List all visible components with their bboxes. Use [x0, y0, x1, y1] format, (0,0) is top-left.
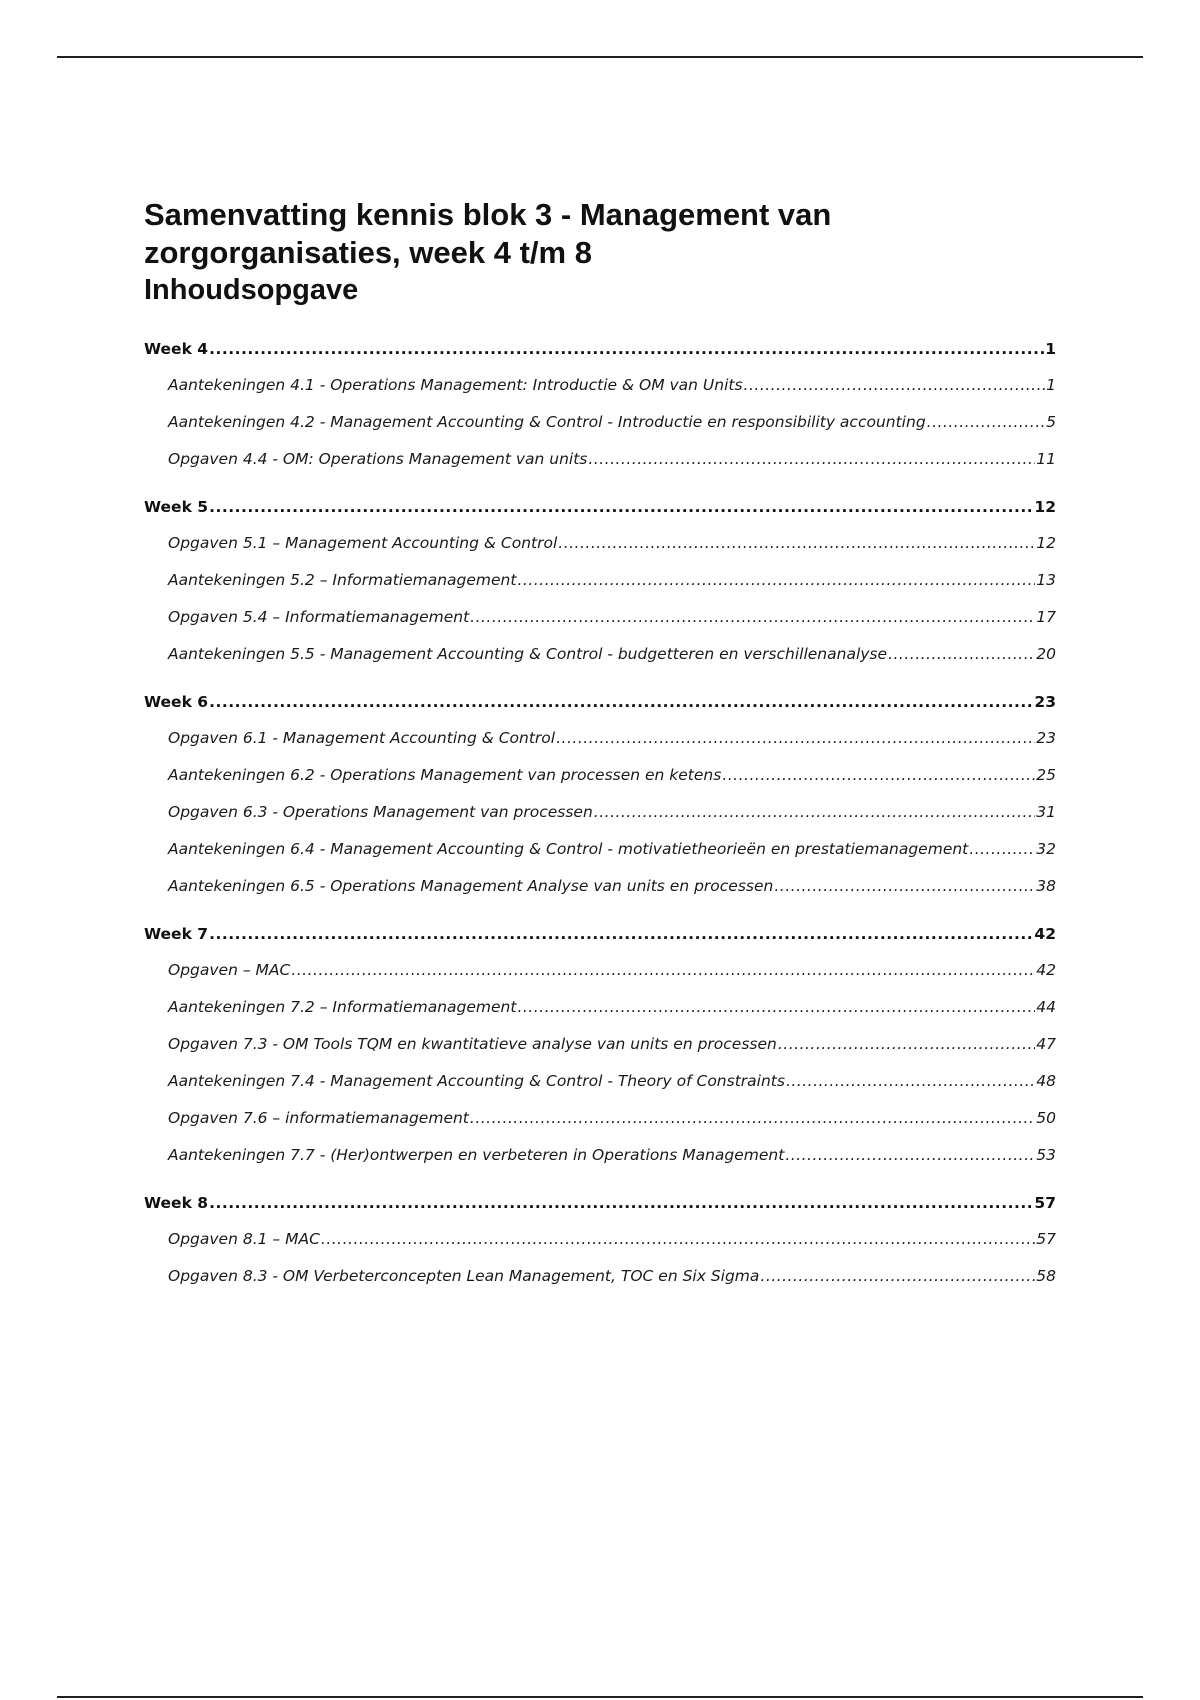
toc-week-group	[144, 917, 1056, 1174]
toc-page-number: 11	[1036, 450, 1056, 468]
toc-subentry[interactable]	[144, 599, 1056, 636]
toc-subentry[interactable]	[144, 636, 1056, 673]
toc-entry-label: Aantekeningen 7.7 - (Her)ontwerpen en verbeteren in Operations Management	[168, 1146, 785, 1164]
toc-subentry[interactable]	[144, 868, 1056, 905]
toc-subentry[interactable]	[144, 757, 1056, 794]
toc-subentry[interactable]	[144, 525, 1056, 562]
toc-page-number: 25	[1036, 766, 1056, 784]
toc-page-number: 1	[1046, 376, 1056, 394]
toc-week-entry[interactable]	[144, 1186, 1056, 1221]
toc-entry-label: Opgaven 6.3 - Operations Management van processen	[168, 803, 593, 821]
toc-subentry[interactable]	[144, 1221, 1056, 1258]
toc-entry-label: Aantekeningen 7.4 - Management Accounting & Control - Theory of Constraints	[168, 1072, 785, 1090]
toc-dot-leader	[321, 1221, 1035, 1258]
toc-dot-leader	[209, 490, 1033, 525]
toc-dot-leader	[786, 1063, 1035, 1100]
toc-page-number: 42	[1036, 961, 1056, 979]
toc-entry-label: Aantekeningen 7.2 – Informatiemanagement	[168, 998, 517, 1016]
toc-entry-label: Aantekeningen 4.1 - Operations Management: Introductie & OM van Units	[168, 376, 743, 394]
toc-page-number: 53	[1036, 1146, 1056, 1164]
toc-subentry[interactable]	[144, 1137, 1056, 1174]
toc-week-entry[interactable]	[144, 332, 1056, 367]
toc-page-number: 48	[1036, 1072, 1056, 1090]
toc-subentry[interactable]	[144, 831, 1056, 868]
toc-heading: Inhoudsopgave	[144, 274, 359, 306]
toc-entry-label: Opgaven 8.1 – MAC	[168, 1230, 320, 1248]
toc-dot-leader	[722, 757, 1035, 794]
toc-subentry[interactable]	[144, 1026, 1056, 1063]
toc-subentry[interactable]	[144, 1100, 1056, 1137]
toc-dot-leader	[558, 525, 1035, 562]
toc-page-number: 23	[1036, 729, 1056, 747]
toc-dot-leader	[517, 989, 1035, 1026]
toc-dot-leader	[594, 794, 1035, 831]
toc-page-number: 58	[1036, 1267, 1056, 1285]
toc-entry-label: Opgaven 6.1 - Management Accounting & Control	[168, 729, 556, 747]
toc-entry-label: Opgaven 4.4 - OM: Operations Management van units	[168, 450, 588, 468]
toc-week-entry[interactable]	[144, 490, 1056, 525]
toc-week-entry[interactable]	[144, 685, 1056, 720]
toc-week-group	[144, 1186, 1056, 1295]
toc-dot-leader	[744, 367, 1046, 404]
footer-rule	[57, 1696, 1143, 1698]
toc-dot-leader	[470, 1100, 1035, 1137]
document-title: Samenvatting kennis blok 3 - Management van zorgorganisaties, week 4 t/m 8	[144, 197, 832, 270]
toc-entry-label: Week 6	[144, 693, 209, 711]
toc-page-number: 47	[1036, 1035, 1056, 1053]
toc-dot-leader	[517, 562, 1035, 599]
toc-page-number: 42	[1034, 925, 1056, 943]
toc-page-number: 50	[1036, 1109, 1056, 1127]
toc-dot-leader	[927, 404, 1045, 441]
toc-dot-leader	[470, 599, 1035, 636]
toc-page-number: 57	[1036, 1230, 1056, 1248]
toc-entry-label: Aantekeningen 5.2 – Informatiemanagement	[168, 571, 517, 589]
toc-page-number: 32	[1036, 840, 1056, 858]
document-body	[144, 196, 1056, 1307]
toc-dot-leader	[588, 441, 1035, 478]
toc-entry-label: Opgaven 7.6 – informatiemanagement	[168, 1109, 469, 1127]
toc-entry-label: Week 5	[144, 498, 209, 516]
toc-subentry[interactable]	[144, 989, 1056, 1026]
toc-entry-label: Opgaven – MAC	[168, 961, 291, 979]
table-of-contents	[144, 332, 1056, 1295]
toc-entry-label: Opgaven 8.3 - OM Verbeterconcepten Lean Management, TOC en Six Sigma	[168, 1267, 760, 1285]
toc-page-number: 57	[1034, 1194, 1056, 1212]
toc-dot-leader	[969, 831, 1035, 868]
toc-dot-leader	[774, 868, 1035, 905]
toc-page-number: 31	[1036, 803, 1056, 821]
toc-dot-leader	[888, 636, 1035, 673]
toc-page-number: 13	[1036, 571, 1056, 589]
toc-subentry[interactable]	[144, 720, 1056, 757]
toc-week-group	[144, 332, 1056, 478]
toc-entry-label: Aantekeningen 6.2 - Operations Management van processen en ketens	[168, 766, 722, 784]
toc-subentry[interactable]	[144, 404, 1056, 441]
toc-entry-label: Aantekeningen 6.5 - Operations Management Analyse van units en processen	[168, 877, 774, 895]
toc-entry-label: Week 7	[144, 925, 209, 943]
toc-entry-label: Opgaven 5.4 – Informatiemanagement	[168, 608, 470, 626]
toc-week-entry[interactable]	[144, 917, 1056, 952]
toc-page-number: 23	[1034, 693, 1056, 711]
toc-subentry[interactable]	[144, 562, 1056, 599]
toc-page-number: 38	[1036, 877, 1056, 895]
toc-week-group	[144, 490, 1056, 673]
toc-dot-leader	[760, 1258, 1035, 1295]
toc-page-number: 5	[1046, 413, 1056, 431]
toc-entry-label: Week 4	[144, 340, 209, 358]
toc-page-number: 44	[1036, 998, 1056, 1016]
toc-page-number: 20	[1036, 645, 1056, 663]
toc-dot-leader	[209, 917, 1033, 952]
toc-subentry[interactable]	[144, 441, 1056, 478]
toc-dot-leader	[209, 332, 1044, 367]
toc-subentry[interactable]	[144, 952, 1056, 989]
toc-dot-leader	[778, 1026, 1035, 1063]
toc-subentry[interactable]	[144, 1063, 1056, 1100]
toc-dot-leader	[291, 952, 1035, 989]
toc-subentry[interactable]	[144, 1258, 1056, 1295]
toc-dot-leader	[209, 685, 1033, 720]
toc-entry-label: Aantekeningen 4.2 - Management Accounting & Control - Introductie en responsibility accounting	[168, 413, 926, 431]
toc-dot-leader	[556, 720, 1035, 757]
toc-dot-leader	[785, 1137, 1035, 1174]
header-rule	[57, 56, 1143, 58]
toc-page-number: 12	[1036, 534, 1056, 552]
toc-entry-label: Opgaven 5.1 – Management Accounting & Control	[168, 534, 558, 552]
toc-page-number: 1	[1045, 340, 1056, 358]
toc-entry-label: Aantekeningen 6.4 - Management Accounting & Control - motivatietheorieën en prestatiemanagement	[168, 840, 969, 858]
toc-dot-leader	[209, 1186, 1033, 1221]
toc-entry-label: Week 8	[144, 1194, 209, 1212]
toc-subentry[interactable]	[144, 367, 1056, 404]
toc-week-group	[144, 685, 1056, 905]
toc-entry-label: Opgaven 7.3 - OM Tools TQM en kwantitatieve analyse van units en processen	[168, 1035, 777, 1053]
toc-entry-label: Aantekeningen 5.5 - Management Accounting & Control - budgetteren en verschillenanalyse	[168, 645, 888, 663]
toc-subentry[interactable]	[144, 794, 1056, 831]
toc-page-number: 12	[1034, 498, 1056, 516]
toc-page-number: 17	[1036, 608, 1056, 626]
